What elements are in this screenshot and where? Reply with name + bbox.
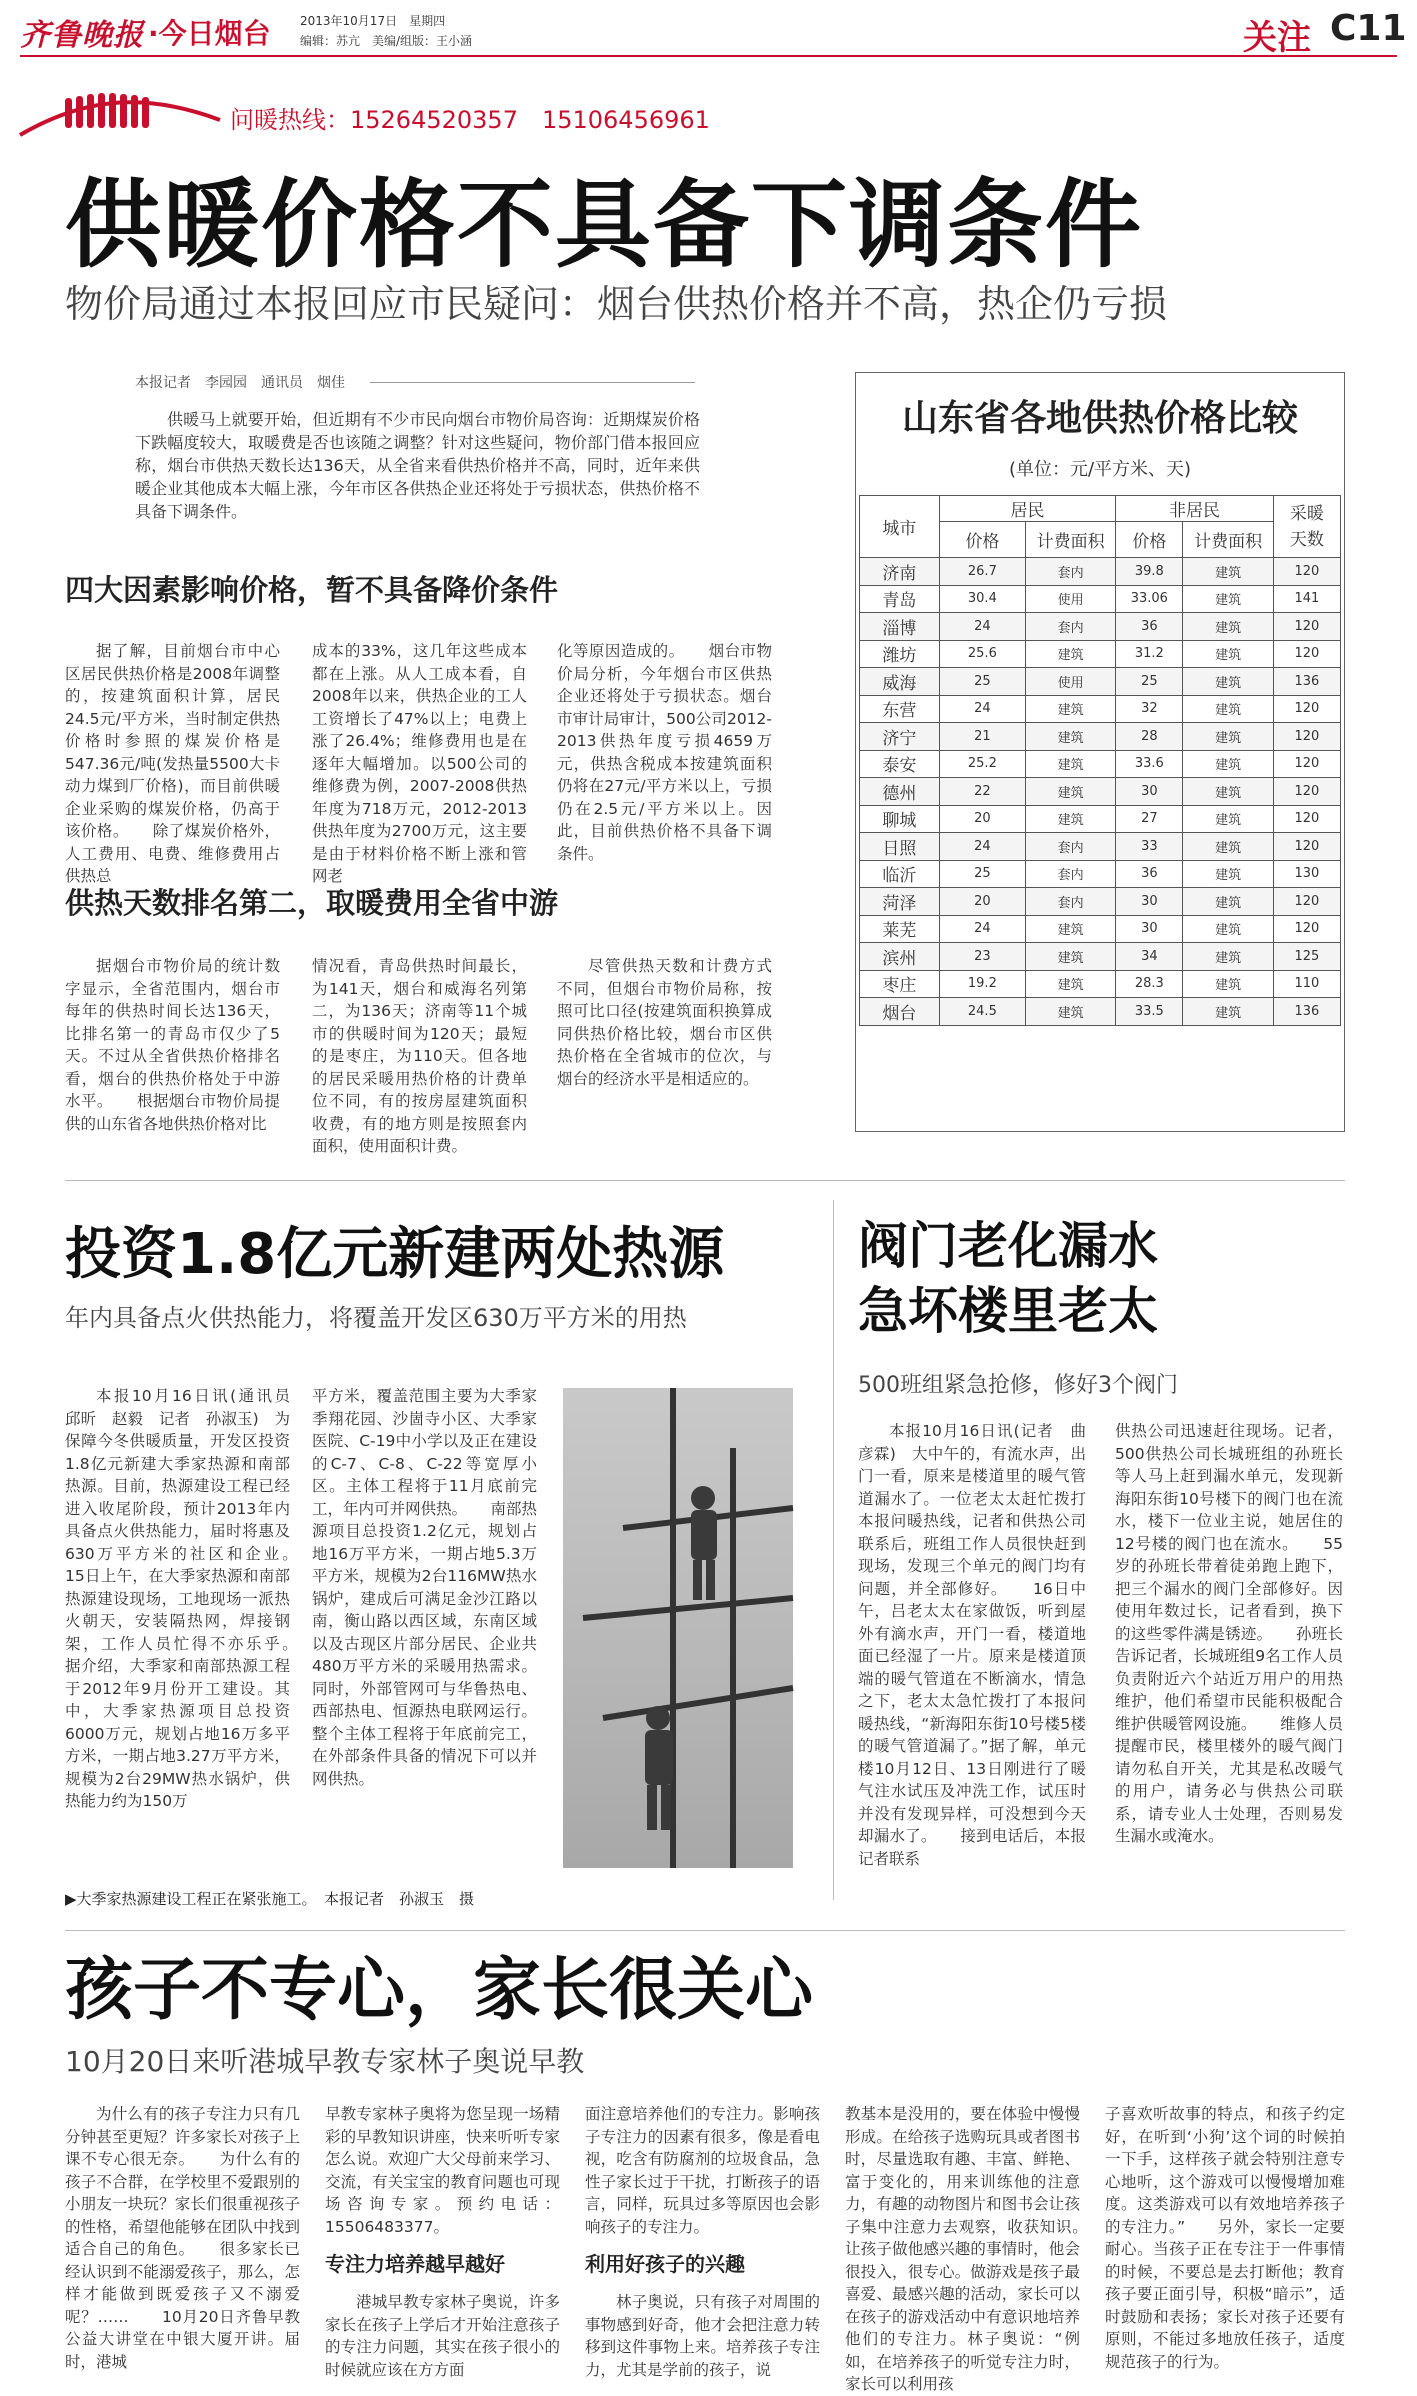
story3-col1: 本报10月16日讯(记者 曲彦霖) 大中午的，有流水声，出门一看，原来是楼道里的暖气管道漏水了。一位老太太赶忙拨打本报问暖热线，记者和供热公司联系后，班组工作人员很快赶到现场，发现三个单元的阀门均有问题，并全部修好。 16日中午，吕老太太在家做饭，听到屋外有滴水声，开门一看，楼道地面已经湿了一片。原来是楼道顶端的暖气管道在不断滴水，情急之下，老太太急忙拨打了本报问暖热线，“新海阳东街10号楼5楼的暖气管道漏了。”据了解，单元楼10月12日、13日刚进行了暖气注水试压及冲洗工作，试压时并没有发现异样，可没想到今天却漏水了。 接到电话后，本报记者联系	[858, 1422, 1086, 1868]
value-cell: 建筑	[1025, 695, 1115, 723]
story2-subhead: 年内具备点火供热能力，将覆盖开发区630万平方米的用热	[65, 1304, 687, 1332]
value-cell: 26.7	[939, 558, 1025, 586]
story1-sec1-col3: 化等原因造成的。 烟台市物价局分析，今年烟台市区供热企业还将处于亏损状态。烟台市审计局审计，500公司2012-2013供热年度亏损4659万元，供热含税成本按建筑面积仍将在27元/平方米以上，亏损仍在2.5元/平方米以上。因此，目前供热价格不具备下调条件。	[557, 642, 772, 863]
value-cell: 31.2	[1116, 640, 1183, 668]
story1-subhead: 物价局通过本报回应市民疑问：烟台供热价格并不高，热企仍亏损	[65, 282, 1168, 326]
story4-col3-text-b: 林子奥说，只有孩子对周围的事物感到好奇，他才会把注意力转移到这件事物上来。培养孩子专注力，尤其是学前的孩子，说	[585, 2293, 820, 2379]
city-cell: 德州	[860, 778, 940, 806]
value-cell: 建筑	[1183, 888, 1273, 916]
value-cell: 建筑	[1025, 640, 1115, 668]
value-cell: 24	[939, 695, 1025, 723]
value-cell: 33	[1116, 833, 1183, 861]
value-cell: 120	[1273, 805, 1340, 833]
value-cell: 27	[1116, 805, 1183, 833]
value-cell: 120	[1273, 723, 1340, 751]
value-cell: 建筑	[1025, 778, 1115, 806]
value-cell: 136	[1273, 998, 1340, 1026]
construction-photo	[563, 1388, 793, 1868]
story1-sec2-col1: 据烟台市物价局的统计数字显示，全省范围内，烟台市每年的供热时间长达136天，比排名第一的青岛市仅少了5天。不过从全省供热价格排名看，烟台的供热价格处于中游水平。 根据烟台市物价局提供的山东省各地供热价格对比	[65, 957, 280, 1133]
price-table-box	[855, 372, 1345, 1132]
story4-col2-text: 早教专家林子奥将为您呈现一场精彩的早教知识讲座，快来听听专家怎么说。欢迎广大父母前来学习、交流，有关宝宝的教育问题也可现场咨询专家。预约电话：15506483377。	[325, 2105, 560, 2236]
value-cell: 24	[939, 833, 1025, 861]
column-divider	[833, 1200, 834, 1900]
value-cell: 120	[1273, 888, 1340, 916]
value-cell: 130	[1273, 860, 1340, 888]
value-cell: 25.2	[939, 750, 1025, 778]
value-cell: 30.4	[939, 585, 1025, 613]
story3-headline-line2: 急坏楼里老太	[858, 1282, 1158, 1340]
price-table-row	[860, 695, 1341, 723]
value-cell: 建筑	[1183, 915, 1273, 943]
value-cell: 30	[1116, 888, 1183, 916]
col-nonres-area: 计费面积	[1183, 522, 1273, 558]
col-res-area: 计费面积	[1025, 522, 1115, 558]
price-table-row	[860, 833, 1341, 861]
value-cell: 33.06	[1116, 585, 1183, 613]
col-res-price: 价格	[939, 522, 1025, 558]
story1-sec2-col3: 尽管供热天数和计费方式不同，但烟台市物价局称，按照可比口径(按建筑面积换算成同供热价格比较，烟台市区供热价格在全省城市的位次，与烟台的经济水平是相适应的。	[557, 957, 772, 1088]
col-city: 城市	[860, 496, 940, 558]
price-table-row	[860, 585, 1341, 613]
story4-col2-text-b: 港城早教专家林子奥说，许多家长在孩子上学后才开始注意孩子的专注力问题，其实在孩子很小的时候就应该在方方面	[325, 2293, 560, 2379]
story2-col1: 本报10月16日讯(通讯员 邱昕 赵毅 记者 孙淑玉) 为保障今冬供暖质量，开发区投资1.8亿元新建大季家热源和南部热源。目前，热源建设工程已经进入收尾阶段，预计2013年内具备点火供热能力，届时将惠及630万平方米的社区和企业。 15日上午，在大季家热源和南部热源建设现场，工地现场一派热火朝天，安装隔热网，焊接钢架，工作人员忙得不亦乐乎。 据介绍，大季家和南部热源工程于2012年9月份开工建设。其中，大季家热源项目总投资6000万元，规划占地16万多平方米，一期占地3.27万平方米，规模为2台29MW热水锅炉，供热能力约为150万	[65, 1387, 322, 1810]
city-cell: 枣庄	[860, 970, 940, 998]
price-table	[859, 495, 1341, 1026]
story1-sec2-col2: 情况看，青岛供热时间最长，为141天，烟台和威海名列第二，为136天；济南等11个城市的供暖时间为120天；最短的是枣庄，为110天。但各地的居民采暖用热价格的计费单位不同，有的按房屋建筑面积收费，有的地方则是按照套内面积，使用面积计费。	[312, 957, 527, 1155]
value-cell: 建筑	[1183, 695, 1273, 723]
city-cell: 济南	[860, 558, 940, 586]
masthead-rule	[20, 55, 1397, 57]
story4-subhead: 10月20日来听港城早教专家林子奥说早教	[65, 2045, 585, 2078]
value-cell: 套内	[1025, 613, 1115, 641]
value-cell: 110	[1273, 970, 1340, 998]
story1-subheading-1: 四大因素影响价格，暂不具备降价条件	[65, 573, 559, 607]
value-cell: 120	[1273, 558, 1340, 586]
price-table-unit: (单位：元/平方米、天)	[1008, 459, 1192, 480]
value-cell: 建筑	[1025, 943, 1115, 971]
value-cell: 28.3	[1116, 970, 1183, 998]
value-cell: 120	[1273, 640, 1340, 668]
page-number: C11	[1330, 8, 1407, 49]
paper-logo: 齐鲁晚报	[20, 18, 144, 53]
value-cell: 120	[1273, 915, 1340, 943]
value-cell: 建筑	[1183, 833, 1273, 861]
value-cell: 建筑	[1183, 585, 1273, 613]
story1-sec1-col2: 成本的33%，这几年这些成本都在上涨。从人工成本看，自2008年以来，供热企业的工人工资增长了47%以上；电费上涨了26.4%；维修费用也是在逐年大幅增加。以500公司的维修费为例，2007-2008供热年度为718万元，2012-2013供热年度为2700万元，这主要是由于材料价格不断上涨和管网老	[312, 642, 527, 885]
price-table-row	[860, 750, 1341, 778]
section-name: ·今日烟台	[148, 17, 271, 50]
story4-col4: 教基本是没用的，要在体验中慢慢形成。在给孩子选购玩具或者图书时，尽量选取有趣、丰富、鲜艳、富于变化的，用来训练他的注意力，有趣的动物图片和图书会让孩子集中注意力去观察，收获知识。 让孩子做他感兴趣的事情时，他会很投入，很专心。做游戏是孩子最喜爱、最感兴趣的活动，家长可以在孩子的游戏活动中有意识地培养他们的专注力。林子奥说：“例如，在培养孩子的听觉专注力时，家长可以利用孩	[845, 2105, 1112, 2393]
col-days: 采暖天数	[1273, 496, 1340, 558]
price-table-row	[860, 998, 1341, 1026]
value-cell: 25	[939, 668, 1025, 696]
price-table-title: 山东省各地供热价格比较	[901, 398, 1298, 439]
section-divider-1	[65, 1180, 1345, 1181]
story2-headline: 投资1.8亿元新建两处热源	[65, 1222, 725, 1287]
col-nonres-price: 价格	[1116, 522, 1183, 558]
price-table-row	[860, 640, 1341, 668]
price-table-row	[860, 888, 1341, 916]
col-group-nonresidential: 非居民	[1116, 496, 1274, 522]
city-cell: 泰安	[860, 750, 940, 778]
value-cell: 套内	[1025, 888, 1115, 916]
value-cell: 建筑	[1183, 998, 1273, 1026]
value-cell: 建筑	[1025, 915, 1115, 943]
value-cell: 建筑	[1183, 750, 1273, 778]
value-cell: 33.6	[1116, 750, 1183, 778]
city-cell: 临沂	[860, 860, 940, 888]
value-cell: 建筑	[1183, 723, 1273, 751]
value-cell: 136	[1273, 668, 1340, 696]
value-cell: 20	[939, 888, 1025, 916]
value-cell: 28	[1116, 723, 1183, 751]
value-cell: 36	[1116, 860, 1183, 888]
scaffold-workers-image	[563, 1388, 793, 1868]
value-cell: 建筑	[1025, 805, 1115, 833]
value-cell: 建筑	[1183, 640, 1273, 668]
city-cell: 淄博	[860, 613, 940, 641]
price-table-row	[860, 805, 1341, 833]
city-cell: 莱芜	[860, 915, 940, 943]
value-cell: 25	[939, 860, 1025, 888]
story4-headline: 孩子不专心，家长很关心	[65, 1951, 814, 2030]
story4-col3-text: 面注意培养他们的专注力。影响孩子专注力的因素有很多，像是看电视，吃含有防腐剂的垃圾食品，急性子家长过于干扰，打断孩子的语言，同样，玩具过多等原因也会影响孩子的专注力。	[585, 2105, 820, 2236]
price-table-body	[860, 558, 1341, 1026]
value-cell: 套内	[1025, 833, 1115, 861]
value-cell: 建筑	[1183, 668, 1273, 696]
story4-col2-subheading: 专注力培养越早越好	[325, 2252, 505, 2276]
story1-byline: 本报记者 李园园 通讯员 烟佳	[135, 375, 345, 391]
price-table-row	[860, 723, 1341, 751]
value-cell: 19.2	[939, 970, 1025, 998]
price-table-row	[860, 613, 1341, 641]
city-cell: 聊城	[860, 805, 940, 833]
value-cell: 建筑	[1025, 750, 1115, 778]
value-cell: 建筑	[1183, 860, 1273, 888]
column-name: 关注	[1243, 18, 1311, 58]
value-cell: 建筑	[1183, 778, 1273, 806]
value-cell: 24	[939, 613, 1025, 641]
story4-col3	[585, 2103, 820, 2379]
story3-col2: 供热公司迅速赶往现场。记者，500供热公司长城班组的孙班长等人马上赶到漏水单元，发现新海阳东街10号楼下的阀门也在流水，楼下一位业主说，她居住的12号楼的阀门也在流水。 55岁的孙班长带着徒弟跑上跑下，把三个漏水的阀门全部修好。因使用年数过长，记者看到，换下的这些零件满是锈迹。 孙班长告诉记者，长城班组9名工作人员负责附近六个站近万用户的用热维护，他们希望市民能积极配合维护供暖管网设施。 维修人员提醒市民，楼里楼外的暖气阀门请勿私自开关，尤其是私改暖气的用户，请务必与供热公司联系，请专业人士处理，否则易发生漏水或淹水。	[1115, 1422, 1343, 1845]
value-cell: 24.5	[939, 998, 1025, 1026]
value-cell: 120	[1273, 778, 1340, 806]
price-table-row	[860, 558, 1341, 586]
col-group-residential: 居民	[939, 496, 1115, 522]
masthead	[0, 0, 1417, 150]
city-cell: 潍坊	[860, 640, 940, 668]
value-cell: 120	[1273, 613, 1340, 641]
city-cell: 菏泽	[860, 888, 940, 916]
value-cell: 25.6	[939, 640, 1025, 668]
value-cell: 36	[1116, 613, 1183, 641]
price-table-row	[860, 970, 1341, 998]
editors: 编辑：苏亢 美编/组版：王小涵	[300, 34, 473, 48]
price-table-row	[860, 778, 1341, 806]
value-cell: 使用	[1025, 668, 1115, 696]
value-cell: 24	[939, 915, 1025, 943]
value-cell: 建筑	[1183, 970, 1273, 998]
value-cell: 120	[1273, 833, 1340, 861]
story4-col3-subheading: 利用好孩子的兴趣	[585, 2252, 745, 2276]
photo-caption: ▶大季家热源建设工程正在紧张施工。 本报记者 孙淑玉 摄	[65, 1890, 475, 1908]
value-cell: 120	[1273, 695, 1340, 723]
value-cell: 30	[1116, 915, 1183, 943]
value-cell: 32	[1116, 695, 1183, 723]
value-cell: 建筑	[1025, 970, 1115, 998]
value-cell: 套内	[1025, 860, 1115, 888]
city-cell: 青岛	[860, 585, 940, 613]
story4-col1: 为什么有的孩子专注力只有几分钟甚至更短？许多家长对孩子上课不专心很无奈。 为什么有的孩子不合群，在学校里不爱跟别的小朋友一块玩？家长们很重视孩子的性格，希望他能够在团队中找到适合自己的角色。 很多家长已经认识到不能溺爱孩子，那么，怎样才能做到既爱孩子又不溺爱呢？…… 10月20日齐鲁早教公益大讲堂在中银大厦开讲。届时，港城	[65, 2105, 300, 2371]
city-cell: 东营	[860, 695, 940, 723]
section-divider-2	[65, 1930, 1345, 1931]
city-cell: 日照	[860, 833, 940, 861]
story3-headline-line1: 阀门老化漏水	[858, 1217, 1158, 1275]
city-cell: 威海	[860, 668, 940, 696]
story2-col2: 平方米，覆盖范围主要为大季家季翔花园、沙崮寺小区、大季家医院、C-19中小学以及正在建设的C-7、C-8、C-22等宽厚小区。主体工程将于11月底前完工，年内可并网供热。 南部热源项目总投资1.2亿元，规划占地16万平方米，一期占地5.3万平方米，规模为2台116MW热水锅炉，建成后可满足金沙江路以南，衡山路以西区域，东南区域以及古现区片部分居民、企业共480万平方米的采暖用热需求。同时，外部管网可与华鲁热电、西部热电、恒源热电联网运行。整个主体工程将于年底前完工，在外部条件具备的情况下可以并网供热。	[312, 1387, 537, 1788]
value-cell: 25	[1116, 668, 1183, 696]
price-table-row	[860, 668, 1341, 696]
value-cell: 建筑	[1025, 723, 1115, 751]
value-cell: 30	[1116, 778, 1183, 806]
city-cell: 烟台	[860, 998, 940, 1026]
value-cell: 39.8	[1116, 558, 1183, 586]
price-table-row	[860, 943, 1341, 971]
byline-rule	[370, 382, 695, 383]
value-cell: 使用	[1025, 585, 1115, 613]
value-cell: 33.5	[1116, 998, 1183, 1026]
city-cell: 济宁	[860, 723, 940, 751]
story1-headline: 供暖价格不具备下调条件	[65, 169, 1143, 281]
value-cell: 建筑	[1183, 805, 1273, 833]
story3-subhead: 500班组紧急抢修，修好3个阀门	[858, 1373, 1178, 1398]
value-cell: 125	[1273, 943, 1340, 971]
radiator-logo-icon	[20, 80, 220, 140]
issue-date: 2013年10月17日 星期四	[300, 14, 446, 28]
value-cell: 建筑	[1025, 998, 1115, 1026]
story4-col2	[325, 2103, 560, 2379]
price-table-row	[860, 915, 1341, 943]
hotline: 问暖热线：15264520357 15106456961	[230, 106, 710, 134]
value-cell: 建筑	[1183, 613, 1273, 641]
value-cell: 23	[939, 943, 1025, 971]
city-cell: 滨州	[860, 943, 940, 971]
value-cell: 141	[1273, 585, 1340, 613]
story1-sec1-col1: 据了解，目前烟台市中心区居民供热价格是2008年调整的，按建筑面积计算，居民24.5元/平方米，当时制定供热价格时参照的煤炭价格是547.36元/吨(发热量5500大卡动力煤到厂价格)，而目前供暖企业采购的煤炭价格，仍高于该价格。 除了煤炭价格外，人工费用、电费、维修费用占供热总	[65, 642, 280, 885]
price-table-row	[860, 860, 1341, 888]
value-cell: 建筑	[1183, 943, 1273, 971]
value-cell: 34	[1116, 943, 1183, 971]
value-cell: 21	[939, 723, 1025, 751]
value-cell: 22	[939, 778, 1025, 806]
story1-lead: 供暖马上就要开始，但近期有不少市民向烟台市物价局咨询：近期煤炭价格下跌幅度较大，取暖费是否也该随之调整？针对这些疑问，物价部门借本报回应称，烟台市供热天数长达136天，从全省来看供热价格并不高，同时，近年来供暖企业其他成本大幅上涨，今年市区各供热企业还将处于亏损状态，供热价格不具备下调条件。	[135, 410, 700, 521]
value-cell: 120	[1273, 750, 1340, 778]
value-cell: 建筑	[1183, 558, 1273, 586]
value-cell: 套内	[1025, 558, 1115, 586]
story1-subheading-2: 供热天数排名第二，取暖费用全省中游	[65, 886, 559, 920]
value-cell: 20	[939, 805, 1025, 833]
story4-col5: 子喜欢听故事的特点，和孩子约定好，在听到‘小狗’这个词的时候拍一下手，这样孩子就会特别注意专心地听，这个游戏可以慢慢增加难度。这类游戏可以有效地培养孩子的专注力。” 另外，家长一定要耐心。当孩子正在专注于一件事情的时候，不要总是去打断他；教育孩子要正面引导，积极“暗示”，适时鼓励和表扬；家长对孩子还要有原则，不能过多地放任孩子，适度规范孩子的行为。	[1105, 2105, 1345, 2371]
